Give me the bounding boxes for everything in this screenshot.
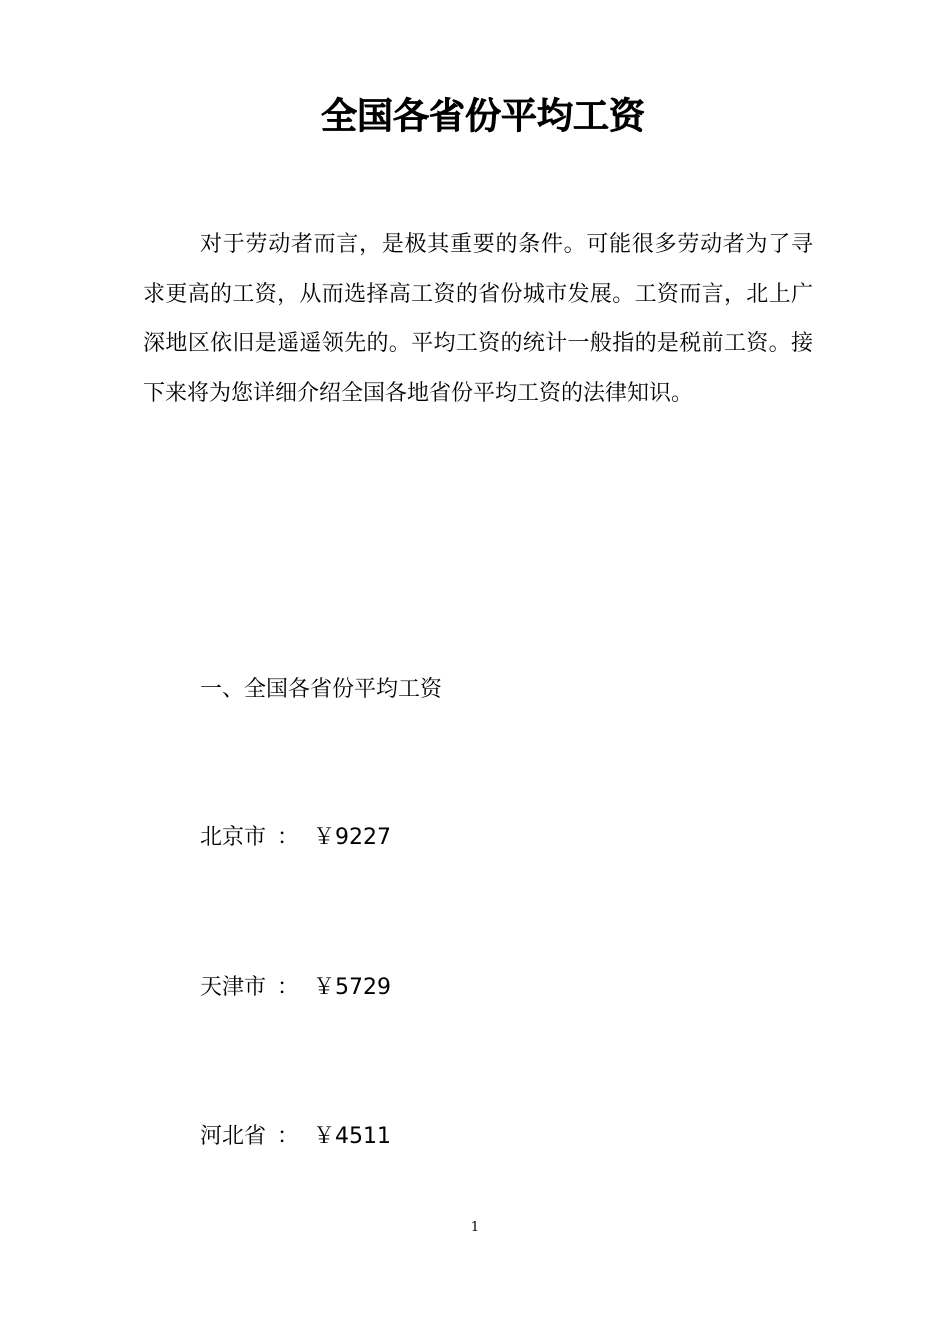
wage-row-beijing bbox=[200, 820, 391, 856]
document-title: 全国各省份平均工资 bbox=[320, 96, 645, 137]
province-name: 河北省 bbox=[200, 1124, 267, 1149]
wage-row-hebei bbox=[200, 1119, 391, 1155]
intro-paragraph: 对于劳动者而言，是极其重要的条件。可能很多劳动者为了寻求更高的工资，从而选择高工资的省份城市发展。工资而言，北上广深地区依旧是遥遥领先的。平均工资的统计一般指的是税前工资。接下来将为您详细介绍全国各地省份平均工资的法律知识。 bbox=[143, 232, 813, 406]
section-heading: 一、全国各省份平均工资 bbox=[200, 677, 443, 702]
wage-row-tianjin bbox=[200, 970, 391, 1006]
province-name: 天津市 bbox=[200, 975, 267, 1000]
separator: ： bbox=[277, 1124, 300, 1149]
separator: ： bbox=[277, 975, 300, 1000]
province-name: 北京市 bbox=[200, 825, 267, 850]
wage-amount: ￥4511 bbox=[313, 1124, 391, 1149]
wage-amount: ￥5729 bbox=[313, 975, 391, 1000]
page-number: 1 bbox=[470, 1220, 480, 1235]
separator: ： bbox=[277, 825, 300, 850]
wage-amount: ￥9227 bbox=[313, 825, 391, 850]
